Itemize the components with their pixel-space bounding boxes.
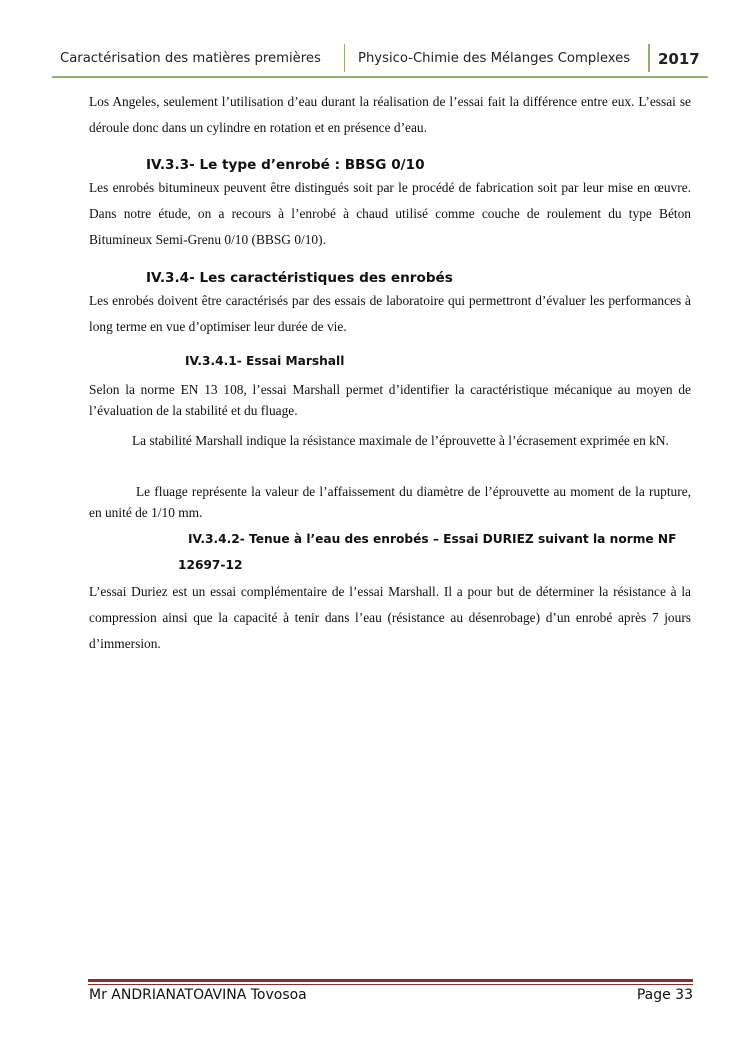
page-number: Page 33 [636,987,693,1003]
footer-author: Mr ANDRIANATOAVINA Tovosoa [89,987,307,1003]
section-paragraph: Selon la norme EN 13 108, l’essai Marshall permet d’identifier la caractéristique mécanique au moyen de l’évaluation de la stabilité et du fluage. [89,382,691,418]
subsection-heading: IV.3.4.2- Tenue à l’eau des enrobés – Essai DURIEZ suivant la norme NF [188,532,677,546]
section-heading: IV.3.4- Les caractéristiques des enrobés [146,270,453,286]
footer-rule [88,984,693,985]
header-middle-title: Physico-Chimie des Mélanges Complexes [358,51,631,66]
section-paragraph: Les enrobés doivent être caractérisés par des essais de laboratoire qui permettront d’évaluer les performances à long terme en vue d’optimiser leur durée de vie. [89,293,691,334]
intro-paragraph: Los Angeles, seulement l’utilisation d’eau durant la réalisation de l’essai fait la différence entre eux. L’essai se déroule donc dans un cylindre en rotation et en présence d’eau. [89,94,691,135]
header-left-title: Caractérisation des matières premières [60,51,321,66]
section-heading: IV.3.3- Le type d’enrobé : BBSG 0/10 [146,157,425,173]
header-rule [52,76,708,78]
subsection-heading: IV.3.4.1- Essai Marshall [185,354,345,368]
header-year: 2017 [658,50,700,68]
section-paragraph: Le fluage représente la valeur de l’affaissement du diamètre de l’éprouvette au moment de la rupture, en unité de 1/10 mm. [89,484,691,520]
header-separator [344,44,345,72]
page-footer [89,987,693,1011]
subsection-heading-continued: 12697-12 [178,558,243,572]
header-separator [648,44,650,72]
footer-rule [88,979,693,982]
section-paragraph: La stabilité Marshall indique la résistance maximale de l’éprouvette à l’écrasement exprimée en kN. [132,433,669,448]
section-paragraph: Les enrobés bitumineux peuvent être distingués soit par le procédé de fabrication soit par leur mise en œuvre. Dans notre étude, on a recours à l’enrobé à chaud utilisé comme couche de roulement du type Béton Bitumineux Semi-Grenu 0/10 (BBSG 0/10). [89,180,691,247]
page-header [52,42,708,76]
section-paragraph: L’essai Duriez est un essai complémentaire de l’essai Marshall. Il a pour but de déterminer la résistance à la compression ainsi que la capacité à tenir dans l’eau (résistance au désenrobage) d’un enrobé après 7 jours d’immersion. [89,584,691,651]
